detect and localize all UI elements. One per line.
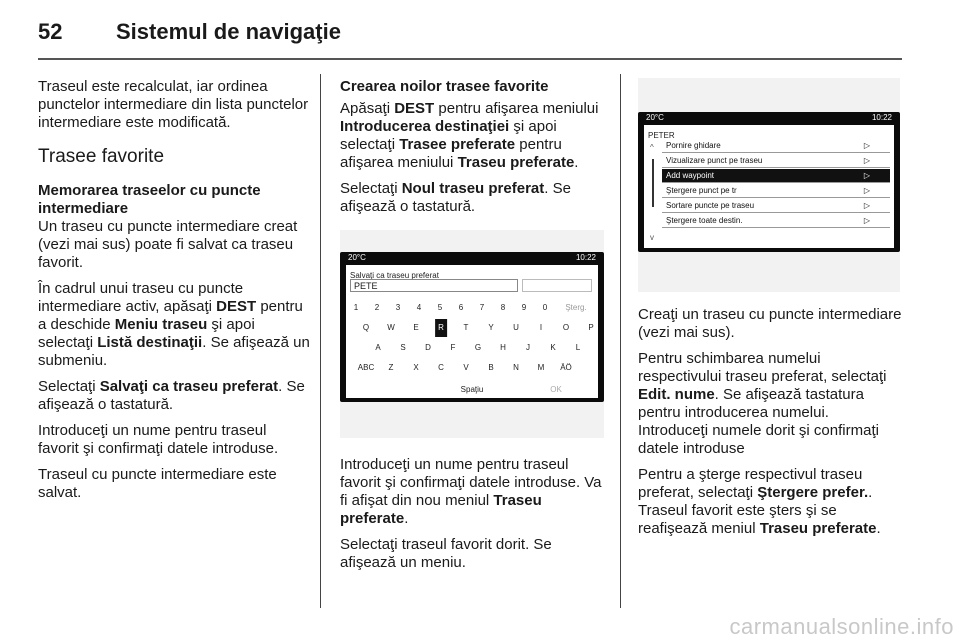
keyboard-key[interactable]: 0 — [542, 303, 548, 312]
status-bar — [638, 112, 900, 124]
menu-item[interactable] — [662, 214, 890, 228]
paragraph: Selectaţi Noul traseu preferat. Se afişează o tastatură. — [340, 180, 571, 215]
paragraph: Traseul este recalculat, iar ordinea punctelor intermediare din lista punctelor intermediare este modificată. — [38, 78, 309, 131]
paragraph: Creaţi un traseu cu puncte intermediare (vezi mai sus). — [638, 306, 902, 341]
keyboard-key[interactable]: R — [435, 319, 447, 337]
keyboard-key[interactable]: 9 — [521, 303, 527, 312]
watermark: carmanualsonline.info — [729, 614, 954, 639]
keyboard-key[interactable]: C — [438, 363, 444, 372]
keyboard-key[interactable]: 2 — [374, 303, 380, 312]
section-heading: Trasee favorite — [38, 146, 165, 167]
keyboard-key[interactable]: Y — [488, 323, 494, 332]
chevron-right-icon: ▷ — [863, 156, 870, 165]
screen-title: PETER — [648, 131, 675, 140]
suggestion-field — [522, 279, 592, 292]
menu-item[interactable] — [662, 199, 890, 213]
chevron-right-icon: ▷ — [863, 216, 870, 225]
subsection-heading: Crearea noilor trasee favorite — [340, 78, 549, 95]
chevron-right-icon: ▷ — [863, 186, 870, 195]
paragraph: Un traseu cu puncte intermediare creat (vezi mai sus) poate fi salvat ca traseu favorit. — [38, 218, 298, 271]
keyboard-key[interactable]: T — [463, 323, 469, 332]
keyboard-key[interactable]: ÄÖ — [560, 363, 572, 372]
menu-screenshot — [638, 78, 900, 292]
paragraph: Pentru a şterge respectivul traseu preferat, selectaţi Ştergere prefer.. Traseul favorit este şters şi se reafişează meniul Traseu preferate. — [638, 466, 881, 537]
keyboard-key[interactable]: Q — [362, 323, 370, 332]
display-frame — [638, 112, 900, 252]
chevron-up-icon[interactable]: ^ — [650, 143, 654, 152]
keyboard-key[interactable]: M — [537, 363, 545, 372]
menu-item[interactable] — [662, 139, 890, 153]
menu-item-label: Pornire ghidare — [666, 141, 721, 150]
keyboard-key[interactable]: 1 — [353, 303, 359, 312]
delete-key[interactable]: Şterg. — [565, 303, 587, 312]
page-number: 52 — [38, 19, 63, 44]
keyboard-key[interactable]: K — [550, 343, 556, 352]
page-header — [38, 8, 900, 56]
column-3 — [638, 78, 902, 546]
display-frame — [340, 252, 604, 402]
temperature: 20°C — [348, 253, 366, 262]
keyboard-key[interactable]: X — [413, 363, 419, 372]
paragraph: Introduceţi un nume pentru traseul favorit şi confirmaţi datele introduse. Va fi afişat din nou meniul Traseu preferate. — [340, 456, 602, 527]
keyboard-panel — [346, 265, 598, 398]
chevron-right-icon: ▷ — [863, 141, 870, 150]
paragraph: Selectaţi Salvaţi ca traseu preferat. Se afişează o tastatură. — [38, 378, 305, 413]
menu-item-label: Ştergere punct pe tr — [666, 186, 737, 195]
keyboard-key[interactable]: 6 — [458, 303, 464, 312]
page-title: Sistemul de navigaţie — [116, 19, 341, 44]
chevron-down-icon[interactable]: v — [650, 233, 654, 242]
scroll-thumb[interactable] — [652, 159, 654, 207]
keyboard-key[interactable]: 5 — [437, 303, 443, 312]
keyboard-key[interactable]: 3 — [395, 303, 401, 312]
keyboard-key[interactable]: F — [450, 343, 456, 352]
paragraph: Pentru schimbarea numelui respectivului traseu preferat, selectaţi Edit. nume. Se afişează tastatura pentru introducerea numelui. Introduceţi numele dorit şi confirmaţi datele introduse — [638, 350, 887, 457]
column-1 — [38, 78, 310, 510]
menu-item-label: Add waypoint — [666, 171, 715, 180]
keyboard-key[interactable]: 4 — [416, 303, 422, 312]
keyboard-key[interactable]: V — [463, 363, 469, 372]
temperature: 20°C — [646, 113, 664, 122]
status-bar — [340, 252, 604, 264]
name-input[interactable]: PETE — [350, 279, 518, 292]
keyboard-key[interactable]: L — [575, 343, 581, 352]
chevron-right-icon: ▷ — [863, 201, 870, 210]
subsection-heading: Memorarea traseelor cu puncte intermediare — [38, 182, 261, 217]
menu-item[interactable] — [662, 154, 890, 168]
menu-item-label: Ştergere toate destin. — [666, 216, 743, 225]
keyboard-key[interactable]: Z — [388, 363, 394, 372]
clock: 10:22 — [871, 113, 892, 122]
keyboard-key[interactable]: J — [526, 343, 530, 352]
keyboard-key[interactable]: E — [413, 323, 419, 332]
paragraph: În cadrul unui traseu cu puncte intermediare activ, apăsaţi DEST pentru a deschide Meniu traseu şi apoi selectaţi Listă destinaţii. Se afişează un submeniu. — [38, 280, 310, 369]
menu-item[interactable] — [662, 169, 890, 183]
keyboard-key[interactable]: D — [425, 343, 431, 352]
keyboard-screenshot — [340, 230, 604, 438]
scrollbar[interactable] — [648, 139, 658, 243]
keyboard-key[interactable]: 7 — [479, 303, 485, 312]
keyboard-key[interactable]: A — [375, 343, 381, 352]
keyboard-key[interactable]: N — [513, 363, 519, 372]
chevron-right-icon: ▷ — [863, 171, 870, 180]
keyboard-key[interactable]: O — [562, 323, 570, 332]
menu-item-label: Sortare puncte pe traseu — [666, 201, 755, 210]
menu-item-label: Vizualizare punct pe traseu — [666, 156, 763, 165]
screen-title: Salvaţi ca traseu preferat — [350, 271, 439, 280]
keyboard-key[interactable]: S — [400, 343, 406, 352]
keyboard-key[interactable]: U — [513, 323, 519, 332]
keyboard-key[interactable]: I — [539, 323, 543, 332]
keyboard-key[interactable]: W — [387, 323, 395, 332]
menu-panel — [644, 125, 894, 248]
keyboard-key[interactable]: G — [474, 343, 482, 352]
keyboard-key[interactable]: ABC — [357, 363, 375, 372]
keyboard-key[interactable]: B — [488, 363, 494, 372]
keyboard-key[interactable]: H — [500, 343, 506, 352]
ok-key[interactable]: OK — [550, 385, 562, 394]
header-divider — [38, 58, 902, 60]
column-divider-1 — [320, 74, 321, 608]
clock: 10:22 — [575, 253, 596, 262]
paragraph: Selectaţi traseul favorit dorit. Se afişează un meniu. — [340, 536, 552, 571]
column-2 — [340, 78, 606, 580]
keyboard-key[interactable]: 8 — [500, 303, 506, 312]
paragraph: Traseul cu puncte intermediare este salvat. — [38, 466, 277, 501]
paragraph: Apăsaţi DEST pentru afişarea meniului Introducerea destinaţiei şi apoi selectaţi Trasee preferate pentru afişarea meniului Traseu preferate. — [340, 100, 599, 171]
keyboard-key[interactable]: P — [588, 323, 594, 332]
menu-item[interactable] — [662, 184, 890, 198]
paragraph: Introduceţi un nume pentru traseul favorit şi confirmaţi datele introduse. — [38, 422, 279, 457]
column-divider-2 — [620, 74, 621, 608]
space-key[interactable]: Spaţiu — [460, 385, 484, 394]
